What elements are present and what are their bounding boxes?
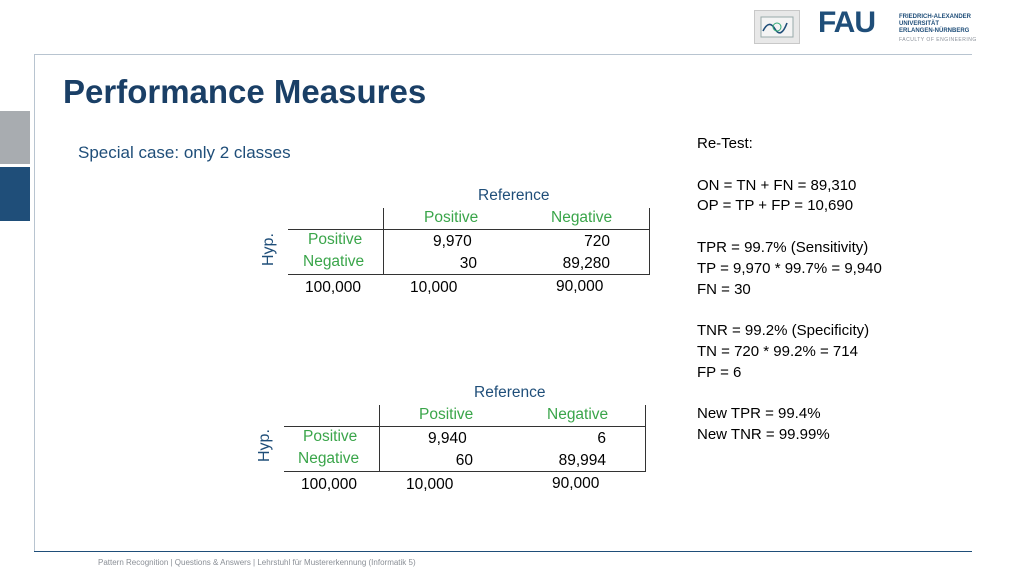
notes-line — [697, 300, 882, 321]
cell-false-positive: 6 — [597, 430, 606, 447]
row-header-positive: Positive — [303, 428, 358, 445]
cell-true-positive: 9,970 — [433, 233, 472, 250]
slide-frame-left — [34, 54, 35, 551]
divider-vertical-left — [379, 405, 380, 471]
total-count: 100,000 — [305, 279, 362, 296]
column-header-positive: Positive — [424, 209, 479, 226]
retest-notes — [697, 134, 882, 446]
row-header-negative: Negative — [303, 253, 365, 270]
sidebar-block-gray — [0, 111, 30, 164]
total-count: 100,000 — [301, 476, 358, 493]
cell-true-negative: 89,994 — [558, 452, 606, 469]
divider-horizontal-top — [288, 229, 650, 230]
hyp-label: Hyp. — [260, 233, 277, 266]
column-header-negative: Negative — [551, 209, 613, 226]
sidebar-block-blue — [0, 167, 30, 221]
confusion-matrix-retest — [246, 382, 666, 502]
notes-line: TPR = 99.7% (Sensitivity) — [697, 238, 869, 256]
cell-true-negative: 89,280 — [562, 255, 610, 272]
row-header-negative: Negative — [298, 450, 360, 467]
notes-line: OP = TP + FP = 10,690 — [697, 197, 854, 215]
notes-line: New TNR = 99.99% — [697, 426, 830, 444]
reference-label: Reference — [478, 187, 550, 204]
cell-false-positive: 720 — [584, 233, 610, 250]
confusion-matrix-original — [250, 186, 670, 306]
slide-frame-bottom — [34, 551, 972, 552]
reference-label: Reference — [474, 384, 546, 401]
total-negative: 90,000 — [556, 278, 604, 295]
notes-line: FP = 6 — [697, 363, 742, 381]
row-header-positive: Positive — [308, 231, 363, 248]
divider-vertical-right — [649, 208, 650, 274]
divider-vertical-left — [383, 208, 384, 274]
notes-line: TNR = 99.2% (Specificity) — [697, 322, 870, 340]
cell-false-negative: 60 — [455, 452, 473, 469]
column-header-negative: Negative — [547, 406, 609, 423]
notes-line: FN = 30 — [697, 280, 751, 298]
fau-logo-text: FRIEDRICH-ALEXANDER UNIVERSITÄT ERLANGEN-NÜRNBERG — [899, 14, 971, 34]
notes-line: New TPR = 99.4% — [697, 405, 821, 423]
total-positive: 10,000 — [406, 476, 454, 493]
cell-false-negative: 30 — [459, 255, 477, 272]
total-positive: 10,000 — [410, 279, 458, 296]
slide-title: Performance Measures — [63, 73, 427, 110]
notes-line: TN = 720 * 99.2% = 714 — [697, 342, 858, 360]
notes-line — [697, 155, 882, 176]
divider-horizontal-bottom — [288, 274, 650, 275]
faculty-label: FACULTY OF ENGINEERING — [899, 37, 977, 43]
divider-horizontal-top — [284, 426, 646, 427]
divider-vertical-right — [645, 405, 646, 471]
notes-line — [697, 217, 882, 238]
divider-horizontal-bottom — [284, 471, 646, 472]
slide-subtitle: Special case: only 2 classes — [78, 143, 291, 162]
cell-true-positive: 9,940 — [428, 430, 467, 447]
fau-logo: FAU — [818, 6, 875, 39]
pattern-recognition-lab-logo — [754, 10, 800, 44]
total-negative: 90,000 — [552, 475, 600, 492]
slide-footer: Pattern Recognition | Questions & Answers | Lehrstuhl für Mustererkennung (Informatik 5) — [98, 558, 416, 567]
slide-frame-top — [34, 54, 972, 55]
column-header-positive: Positive — [419, 406, 474, 423]
hyp-label: Hyp. — [256, 429, 273, 462]
notes-line: Re-Test: — [697, 135, 753, 152]
notes-line: ON = TN + FN = 89,310 — [697, 176, 857, 194]
notes-line: TP = 9,970 * 99.7% = 9,940 — [697, 259, 882, 277]
notes-line — [697, 384, 882, 405]
